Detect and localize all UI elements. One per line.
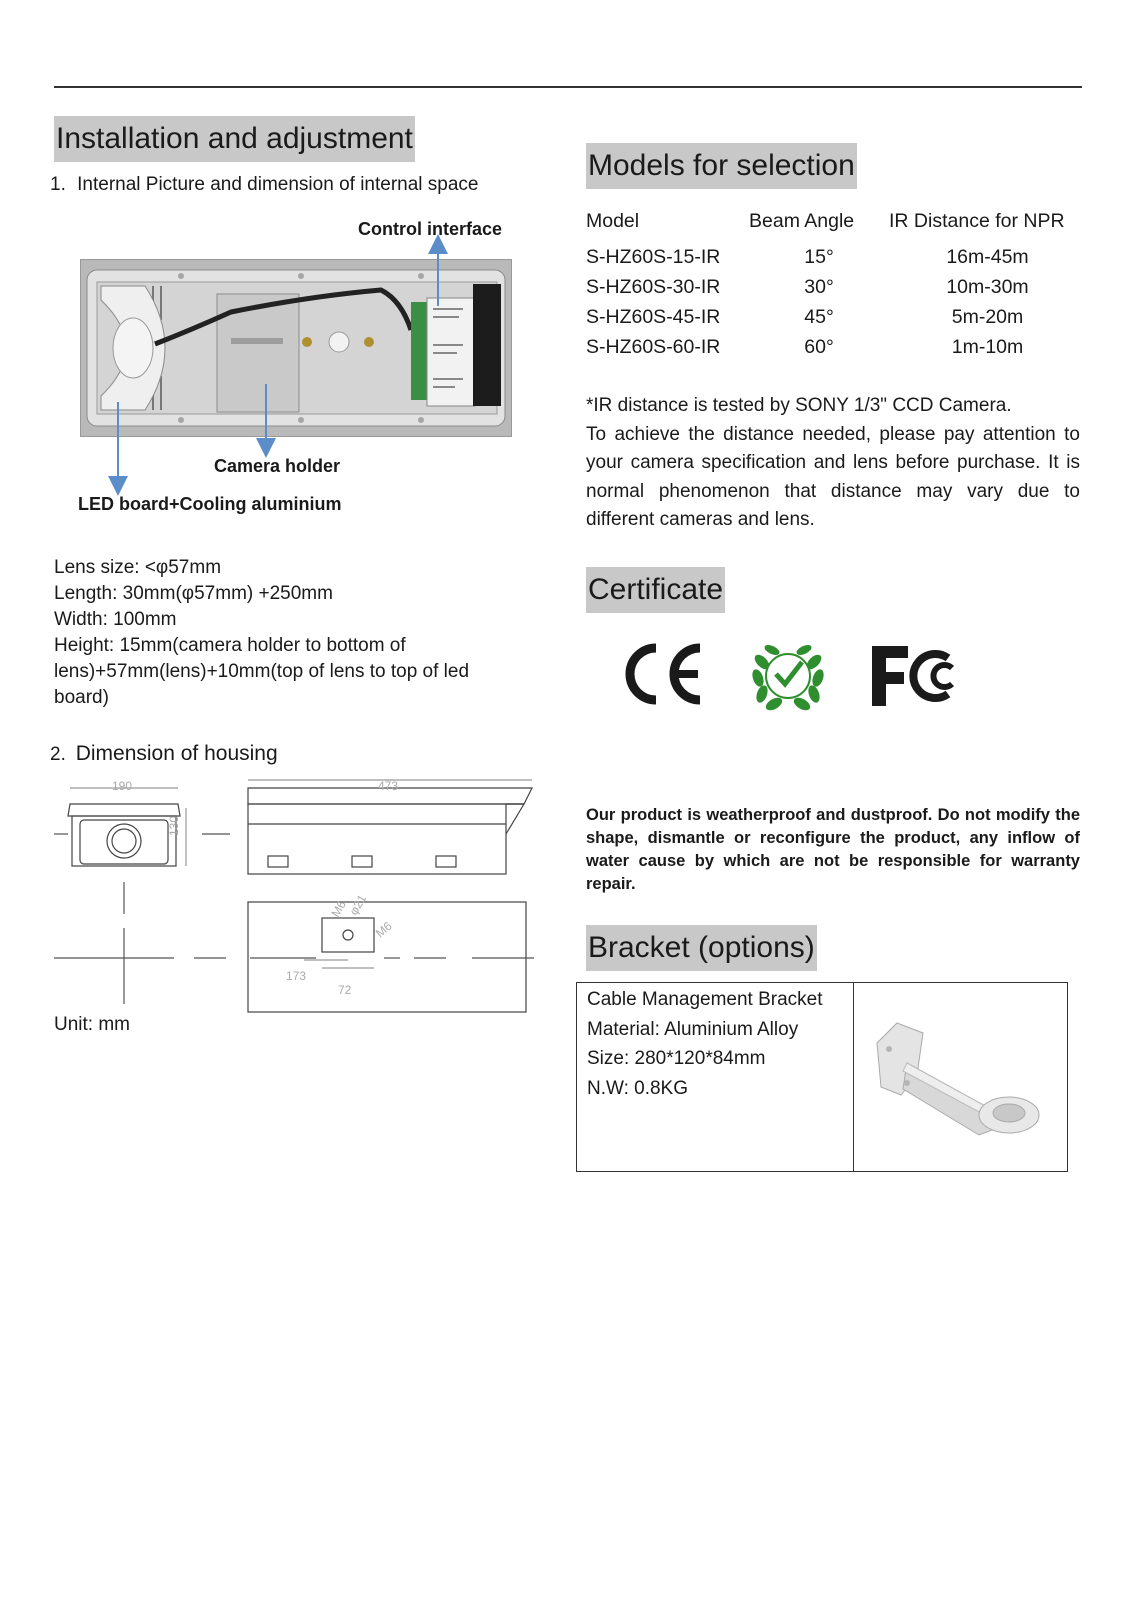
ir-distance-cell: 16m-45m bbox=[946, 246, 1029, 268]
column-header-beam-angle: Beam Angle bbox=[749, 210, 855, 232]
column-header-model: Model bbox=[586, 210, 640, 232]
spec-line: Height: 15mm(camera holder to bottom of bbox=[54, 635, 406, 656]
model-cell: S-HZ60S-60-IR bbox=[586, 336, 721, 358]
model-cell: S-HZ60S-45-IR bbox=[586, 306, 721, 328]
table-row bbox=[586, 242, 1086, 272]
dim-hole-diameter: φ21 bbox=[346, 892, 370, 918]
model-cell: S-HZ60S-15-IR bbox=[586, 246, 721, 268]
installation-heading: Installation and adjustment bbox=[54, 116, 415, 162]
dim-front-height: 130 bbox=[167, 815, 181, 836]
callout-camera-holder: Camera holder bbox=[214, 456, 341, 476]
models-table bbox=[586, 206, 1086, 362]
bracket-table bbox=[576, 982, 1068, 1172]
bracket-specs-cell bbox=[577, 983, 854, 1171]
unit-label: Unit: mm bbox=[54, 1014, 130, 1035]
spec-line: board) bbox=[54, 687, 109, 708]
ir-distance-cell: 10m-30m bbox=[946, 276, 1029, 298]
dim-bottom-span: 72 bbox=[338, 983, 352, 997]
spec-line: lens)+57mm(lens)+10mm(top of lens to top of led bbox=[54, 661, 470, 682]
rohs-seal-icon bbox=[748, 638, 828, 712]
warranty-notice: Our product is weatherproof and dustproof. Do not modify the shape, dismantle or reconfigure the product, any inflow of water cause by which are not be responsible for warranty repair. bbox=[586, 806, 1080, 893]
certificate-heading: Certificate bbox=[586, 567, 725, 613]
bracket-spec-line: Size: 280*120*84mm bbox=[587, 1048, 766, 1069]
dim-side-length: 473 bbox=[378, 779, 399, 793]
beam-angle-cell: 60° bbox=[804, 336, 834, 358]
item-1-number: 1. bbox=[50, 174, 66, 195]
table-row bbox=[586, 332, 1086, 362]
table-row bbox=[586, 302, 1086, 332]
spec-line: Width: 100mm bbox=[54, 609, 177, 630]
bracket-spec-line: Cable Management Bracket bbox=[587, 989, 823, 1010]
beam-angle-cell: 15° bbox=[804, 246, 834, 268]
ir-note-line-1: *IR distance is tested by SONY 1/3" CCD Camera. bbox=[586, 395, 1012, 416]
ir-distance-cell: 5m-20m bbox=[951, 306, 1024, 328]
callout-led-board: LED board+Cooling aluminium bbox=[78, 494, 342, 514]
bracket-spec-line: Material: Aluminium Alloy bbox=[587, 1018, 799, 1040]
spec-line: Length: 30mm(φ57mm) +250mm bbox=[54, 583, 333, 604]
internal-space-specs bbox=[54, 555, 469, 711]
models-table-header bbox=[586, 206, 1086, 242]
dim-thread-a: M6 bbox=[328, 898, 349, 920]
dim-front-width: 190 bbox=[112, 779, 133, 793]
bracket-heading: Bracket (options) bbox=[586, 925, 817, 971]
bracket-spec-line: N.W: 0.8KG bbox=[587, 1077, 689, 1099]
beam-angle-cell: 30° bbox=[804, 276, 834, 298]
item-2-text: Dimension of housing bbox=[75, 742, 278, 765]
column-header-ir-distance: IR Distance for NPR bbox=[889, 210, 1065, 232]
ir-note-line-2: To achieve the distance needed, please pay attention to your camera specification and lens before purchase. It is normal phenomenon that distance may vary due to different cameras and lens. bbox=[586, 423, 1080, 530]
ir-distance-note bbox=[586, 392, 1080, 535]
dim-bottom-offset: 173 bbox=[286, 969, 307, 983]
item-2-number: 2. bbox=[50, 744, 66, 765]
ir-distance-cell: 1m-10m bbox=[951, 336, 1024, 358]
item-1-text: Internal Picture and dimension of internal space bbox=[77, 174, 479, 195]
beam-angle-cell: 45° bbox=[804, 306, 834, 328]
ce-mark-icon bbox=[616, 640, 706, 708]
bracket-product-image bbox=[867, 1003, 1057, 1153]
model-cell: S-HZ60S-30-IR bbox=[586, 276, 721, 298]
dim-thread-b: M6 bbox=[372, 918, 395, 941]
models-heading: Models for selection bbox=[586, 143, 857, 189]
item-2 bbox=[50, 741, 278, 768]
callout-control-interface: Control interface bbox=[358, 219, 503, 239]
housing-dimension-drawing bbox=[54, 778, 554, 1018]
table-row bbox=[586, 272, 1086, 302]
fcc-logo-icon bbox=[868, 642, 964, 710]
spec-line: Lens size: <φ57mm bbox=[54, 557, 222, 578]
